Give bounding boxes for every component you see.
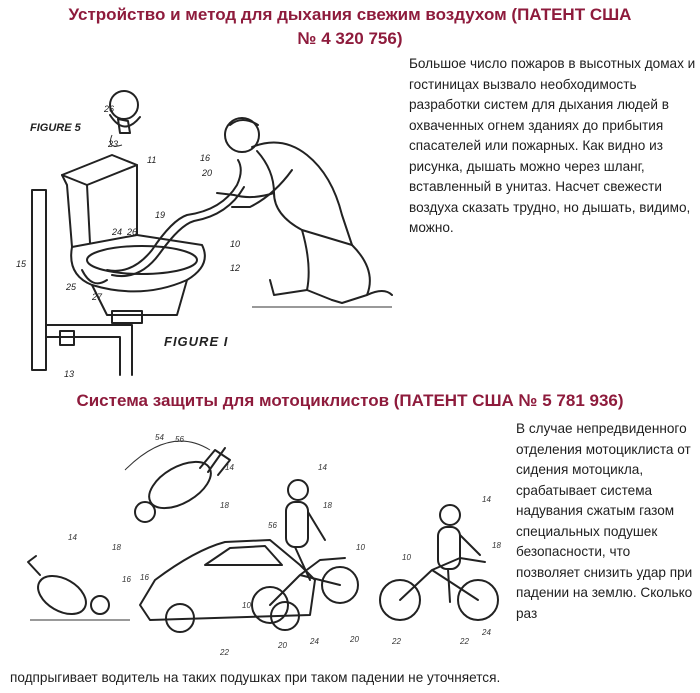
section2-description: В случае непредвиденного отделения мотоциклиста от сидения мотоцикла, срабатывает система надувания сжатым газом специальных подушек безопасности, что позволяет снизить удар при падении на землю. Сколько раз bbox=[516, 421, 693, 621]
part-number: 10 bbox=[402, 553, 411, 562]
airborne-rider bbox=[125, 441, 230, 522]
section1-title-line1: Устройство и метод для дыхания свежим воздухом (ПАТЕНТ США bbox=[68, 5, 632, 24]
part-number: 54 bbox=[155, 433, 164, 442]
part-number: 22 bbox=[460, 637, 469, 646]
section2-title: Система защиты для мотоциклистов (ПАТЕНТ США № 5 781 936) bbox=[76, 391, 624, 410]
part-number: 18 bbox=[112, 543, 121, 552]
figure-1-label: FIGURE I bbox=[164, 334, 229, 349]
part-number: 10 bbox=[230, 239, 241, 249]
part-number: 20 bbox=[278, 641, 287, 650]
part-number: 26 bbox=[104, 104, 115, 114]
part-number: 16 bbox=[140, 573, 149, 582]
part-number: 14 bbox=[68, 533, 77, 542]
part-number: 23 bbox=[108, 139, 119, 149]
part-number: 56 bbox=[268, 521, 277, 530]
part-number: 24 bbox=[482, 628, 491, 637]
kneeling-person bbox=[217, 118, 392, 303]
toilet-tank bbox=[62, 155, 137, 247]
motorcycle-with-rider bbox=[380, 505, 498, 620]
part-number: 13 bbox=[64, 369, 75, 379]
part-number: 22 bbox=[220, 648, 229, 657]
part-number: 27 bbox=[92, 292, 103, 302]
part-number: 25 bbox=[66, 282, 77, 292]
part-number: 14 bbox=[482, 495, 491, 504]
section1-title-line2: № 4 320 756) bbox=[297, 29, 403, 48]
part-number: 16 bbox=[122, 575, 131, 584]
part-number: 16 bbox=[200, 153, 211, 163]
part-number: 14 bbox=[318, 463, 327, 472]
part-number: 10 bbox=[242, 601, 251, 610]
part-number: 20 bbox=[350, 635, 359, 644]
part-number: 10 bbox=[356, 543, 365, 552]
part-number: 20 bbox=[202, 168, 213, 178]
part-number: 14 bbox=[225, 463, 234, 472]
part-number: 24 bbox=[112, 227, 123, 237]
part-number: 22 bbox=[392, 637, 401, 646]
part-number: 56 bbox=[175, 435, 184, 444]
section1-title bbox=[0, 3, 700, 51]
figure-5-label: FIGURE 5 bbox=[30, 122, 81, 134]
fallen-rider bbox=[28, 556, 130, 622]
part-number: 18 bbox=[323, 501, 332, 510]
motorcycle-with-rider-inflated bbox=[252, 480, 358, 623]
part-number: 15 bbox=[16, 259, 27, 269]
section1-description: Большое число пожаров в высотных домах и гостиницах вызвало необходимость разработки систем для дыхания людей в охваченных огнем зданиях до прибытия спасателей или пожарных. Как видно из рисунка, дышать можно через шланг, вставленный в унитаз. Насчет свежести воздуха сказать трудно, но дышать, видимо, можно. bbox=[409, 56, 696, 235]
part-number: 19 bbox=[155, 210, 166, 220]
motorcycle-airbag-figure bbox=[20, 430, 515, 666]
part-number: 18 bbox=[492, 541, 501, 550]
mask-inset bbox=[110, 91, 140, 146]
section2-description-bottom: подпрыгивает водитель на таких подушках при таком падении не уточняется. bbox=[10, 670, 501, 685]
toilet-breathing-figure bbox=[12, 75, 408, 385]
breathing-hose bbox=[107, 160, 241, 271]
part-number: 12 bbox=[230, 263, 241, 273]
part-number: 11 bbox=[147, 155, 157, 165]
toilet-bowl bbox=[71, 235, 205, 315]
part-number: 26 bbox=[127, 227, 138, 237]
part-number: 18 bbox=[220, 501, 229, 510]
part-number: 24 bbox=[310, 637, 319, 646]
